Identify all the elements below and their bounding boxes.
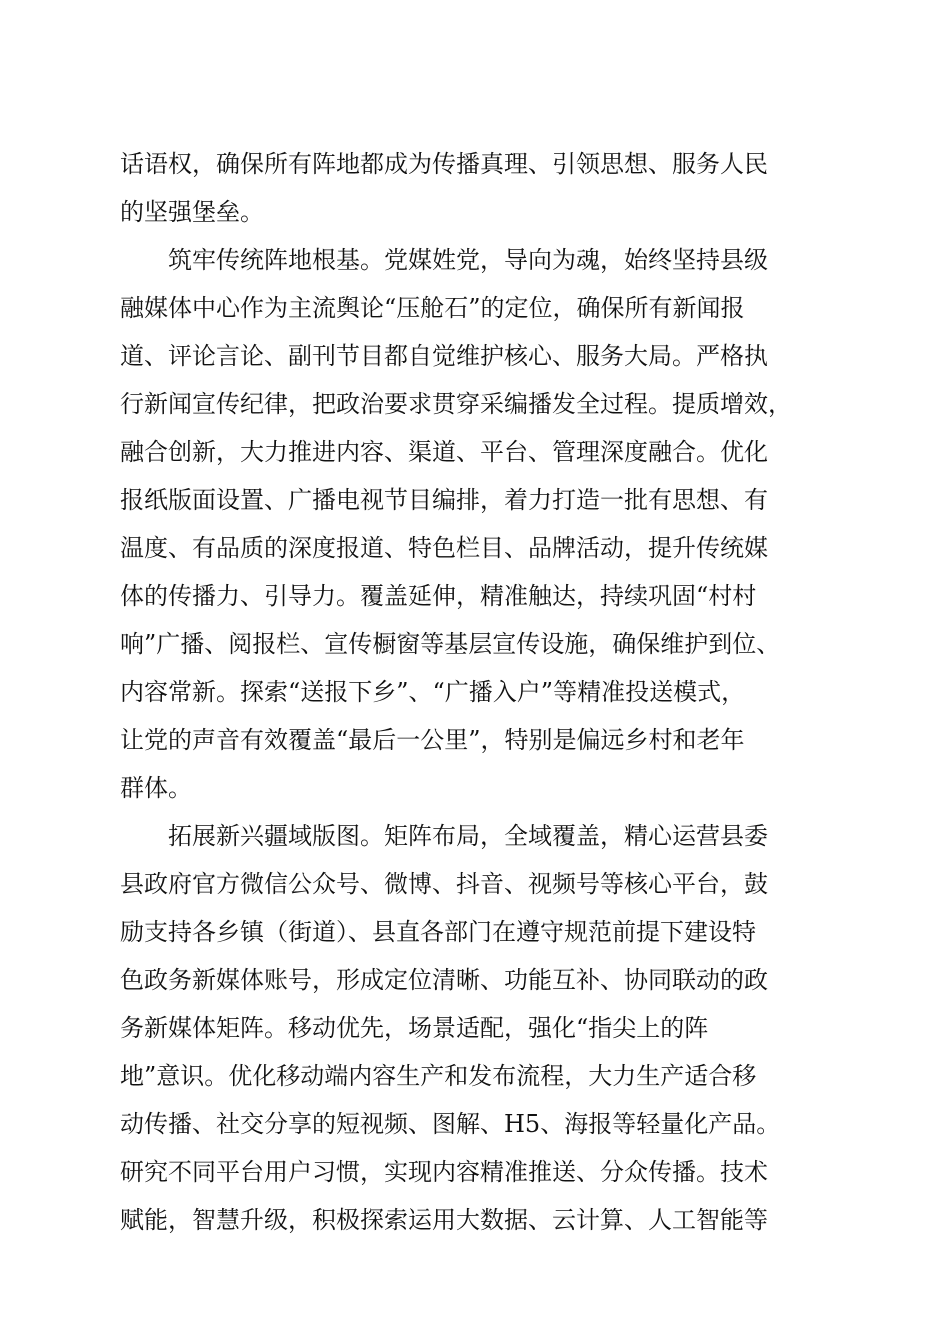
text-line: 的坚强堡垒。 [120,198,264,226]
text-line: 研究不同平台用户习惯，实现内容精准推送、分众传播。技术 [120,1158,768,1186]
text-line: 行新闻宣传纪律，把政治要求贯穿采编播发全过程。提质增效， [120,390,792,418]
text-line: 色政务新媒体账号，形成定位清晰、功能互补、协同联动的政 [120,966,768,994]
text-line: 融合创新，大力推进内容、渠道、平台、管理深度融合。优化 [120,438,768,466]
paragraph-1 [120,140,832,236]
text-line: 体的传播力、引导力。覆盖延伸，精准触达，持续巩固“村村 [120,582,757,610]
text-line: 群体。 [120,774,192,802]
text-line: 内容常新。探索“送报下乡”、“广播入户”等精准投送模式， [120,678,746,706]
text-line: 道、评论言论、副刊节目都自觉维护核心、服务大局。严格执 [120,342,768,370]
body-text [120,140,832,1244]
text-line: 温度、有品质的深度报道、特色栏目、品牌活动，提升传统媒 [120,534,768,562]
text-line: 赋能，智慧升级，积极探索运用大数据、云计算、人工智能等 [120,1206,768,1234]
text-line: 响”广播、阅报栏、宣传橱窗等基层宣传设施，确保维护到位、 [120,630,781,658]
text-line: 拓展新兴疆域版图。矩阵布局，全域覆盖，精心运营县委 [120,822,768,850]
text-line: 励支持各乡镇（街道）、县直各部门在遵守规范前提下建设特 [120,918,756,946]
paragraph-2 [120,236,832,812]
text-line: 地”意识。优化移动端内容生产和发布流程，大力生产适合移 [120,1062,757,1090]
text-line: 报纸版面设置、广播电视节目编排，着力打造一批有思想、有 [120,486,768,514]
text-line: 融媒体中心作为主流舆论“压舱石”的定位，确保所有新闻报 [120,294,745,322]
text-line: 务新媒体矩阵。移动优先，场景适配，强化“指尖上的阵 [120,1014,709,1042]
paragraph-3 [120,812,832,1244]
text-line: 让党的声音有效覆盖“最后一公里”，特别是偏远乡村和老年 [120,726,745,754]
text-line: 动传播、社交分享的短视频、图解、H5、海报等轻量化产品。 [120,1110,781,1138]
text-line: 县政府官方微信公众号、微博、抖音、视频号等核心平台，鼓 [120,870,768,898]
text-line: 话语权，确保所有阵地都成为传播真理、引领思想、服务人民 [120,150,768,178]
text-line: 筑牢传统阵地根基。党媒姓党，导向为魂，始终坚持县级 [120,246,768,274]
